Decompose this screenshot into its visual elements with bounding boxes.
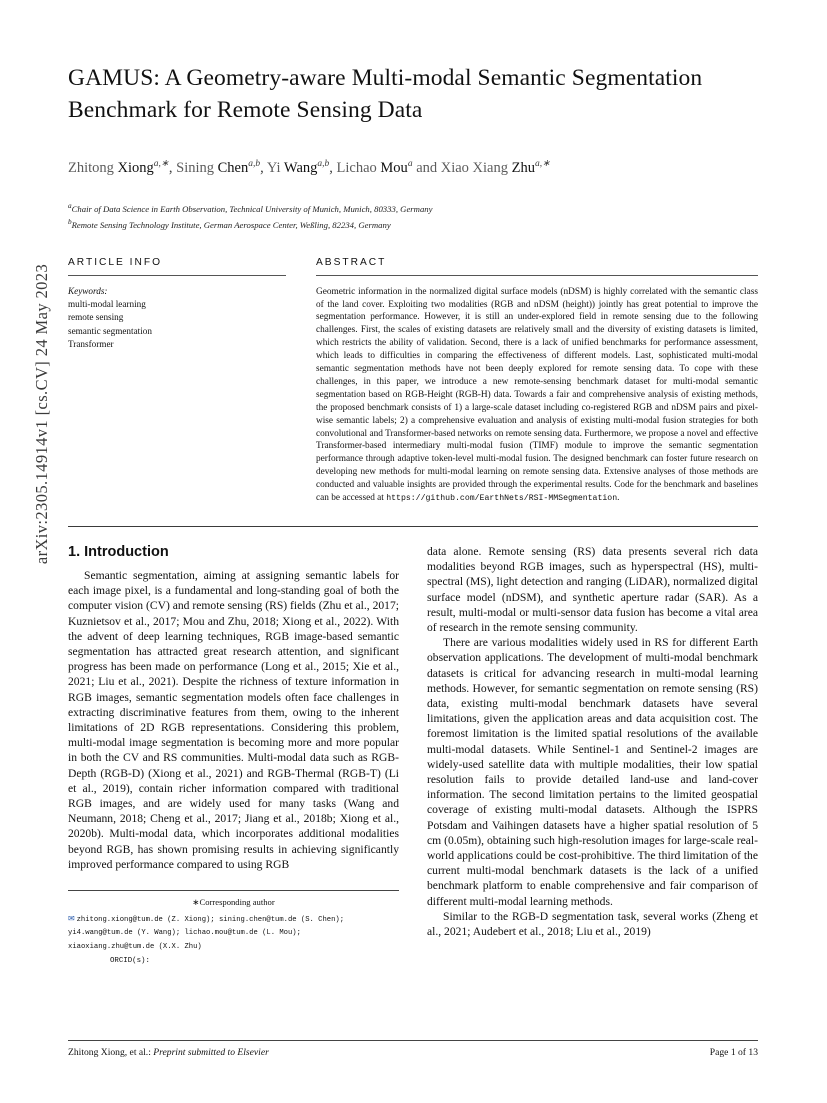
footnote-block (68, 890, 399, 965)
left-column (68, 544, 399, 965)
section-heading (68, 544, 399, 560)
abstract-text (316, 286, 758, 506)
author-4-last: Mou (380, 159, 408, 176)
arxiv-stamp: arXiv:2305.14914v1 [cs.CV] 24 May 2023 (32, 263, 51, 565)
author-5-first: Xiao Xiang (440, 159, 508, 176)
repository-link[interactable]: https://github.com/EarthNets/RSI-MMSegmentation (386, 494, 618, 504)
article-info-column (68, 257, 286, 506)
email-block (68, 913, 399, 953)
abstract-divider (316, 275, 758, 276)
affiliation-a-text: Chair of Data Science in Earth Observation, Technical University of Munich, Munich, 80333, Germany (71, 203, 433, 214)
abstract-column (316, 257, 758, 506)
abstract-period: . (617, 493, 620, 504)
footer-preprint-note: Preprint submitted to Elsevier (153, 1047, 269, 1058)
author-1-last: Xiong (117, 159, 154, 176)
affiliation-b-text: Remote Sensing Technology Institute, German Aerospace Center, Weßling, 82234, Germany (71, 220, 391, 231)
article-info-heading: ARTICLE INFO (68, 256, 163, 268)
author-3-last: Wang (283, 159, 318, 176)
author-1-sup: a,∗ (153, 159, 169, 169)
footer-left (68, 1047, 269, 1058)
abstract-heading: ABSTRACT (316, 256, 387, 268)
page-title: GAMUS: A Geometry-aware Multi-modal Semantic Segmentation Benchmark for Remote Sensing Data (68, 65, 703, 123)
author-sep-1: , (168, 159, 173, 176)
corresponding-author-note: ∗Corresponding author (192, 897, 275, 908)
paper-content (68, 0, 758, 1103)
author-4-first: Lichao (336, 159, 377, 176)
affiliation-list (68, 200, 758, 233)
keyword-item: multi-modal learning (68, 298, 146, 309)
author-3-sup: a,b (317, 159, 330, 169)
author-sep-2: , (260, 159, 264, 176)
author-conjunction: and (416, 159, 438, 176)
author-sep-3: , (329, 159, 333, 176)
keywords-label: Keywords: (68, 285, 108, 296)
email-line-1[interactable]: zhitong.xiong@tum.de (Z. Xiong); sining.chen@tum.de (S. Chen); (76, 916, 345, 925)
keyword-item: semantic segmentation (68, 325, 152, 336)
page-footer (68, 1040, 758, 1058)
paragraph: Similar to the RGB-D segmentation task, several works (Zheng et al., 2021; Audebert et al., 2018; Liu et al., 2019) (427, 909, 758, 939)
body-divider (68, 526, 758, 527)
paragraph: There are various modalities widely used in RS for different Earth observation applications. The development of multi-modal benchmark datasets is critical for advancing research in multi-modal learning methods. However, for semantic segmentation on remote sensing (RS) data, existing multi-modal benchmark datasets have several limitations, given the application areas and data acquisition cost. The foremost limitation is the limited spatial resolutions of the available multi-modal datasets. While Sentinel-1 and Sentinel-2 images are widely-used satellite data with multiple modalities, their low spatial resolution fails to provide detailed land-use and land-cover information. The second limitation pertains to the limited geospatial coverage of existing multi-modal datasets. Although the ISPRS Potsdam and Vaihingen datasets have a higher spatial resolution of 5 cm (0.05m), obtaining such high-resolution images for large-scale real-world applications could be cost-prohibitive. The third limitation of the current multi-modal benchmark datasets is the lack of a unified benchmark platform to enable comprehensive and fair comparison of different multi-modal learning methods. (427, 636, 758, 908)
orcid-label: ORCID(s): (110, 957, 150, 966)
article-info-divider (68, 275, 286, 276)
email-line-2[interactable]: yi4.wang@tum.de (Y. Wang); lichao.mou@tum.de (L. Mou); (68, 929, 301, 938)
affiliation-b (68, 216, 758, 232)
keywords-list (68, 298, 286, 352)
section-number: 1. (68, 544, 81, 561)
author-list (68, 154, 758, 178)
abstract-body: Geometric information in the normalized digital surface models (nDSM) is highly correlated with the semantic class of the land cover. Exploiting two modalities (RGB and nDSM (height)) jointly has great potential to improve the segmentation performance. However, it is still an under-explored field in remote sensing due to the following challenges. First, the scales of existing datasets are relatively small and the diversity of existing datasets is limited, which restricts the ability of validation. Second, there is a lack of unified benchmarks for performance assessment, which leads to difficulties in comparing the effectiveness of different models. Last, sophisticated multi-modal semantic segmentation methods have not been deeply explored for remote sensing data. To cope with these challenges, in this paper, we introduce a new remote-sensing benchmark dataset for multi-modal semantic segmentation based on RGB-Height (RGB-H) data. Towards a fair and comprehensive analysis of existing methods, the proposed benchmark consists of 1) a large-scale dataset including co-registered RGB and nDSM pairs and pixel-wise semantic labels; 2) a comprehensive evaluation and analysis of existing multi-modal fusion strategies for both convolutional and Transformer-based networks on remote sensing data. Furthermore, we propose a novel and effective Transformer-based intermediary multi-modal fusion (TIMF) module to improve the semantic segmentation performance through adaptive token-level multi-modal fusion. The designed benchmark can foster future research on developing new methods for multi-modal learning on remote sensing data. Extensive analyses of those methods are conducted and valuable insights are provided through the experimental results. Code for the benchmark and baselines can be accessed at (316, 286, 758, 504)
author-3-first: Yi (266, 159, 281, 176)
author-2-sup: a,b (248, 159, 261, 169)
author-5-sup: a,∗ (534, 159, 551, 169)
author-4-sup: a (407, 159, 413, 169)
footer-author: Zhitong Xiong, et al.: (68, 1047, 151, 1058)
author-5-last: Zhu (511, 159, 535, 176)
affiliation-a (68, 200, 758, 216)
keyword-item: Transformer (68, 339, 114, 350)
right-column (427, 544, 758, 965)
info-abstract-row (68, 257, 758, 506)
affiliation-b-marker: b (68, 218, 72, 227)
paragraph: Semantic segmentation, aiming at assigning semantic labels for each image pixel, is a fundamental and long-standing goal of both the computer vision (CV) and remote sensing (RS) fields (Zhu et al., 2017; Kuznietsov et al., 2017; Mou and Zhu, 2018; Xiong et al., 2022). With the advent of deep learning techniques, RGB image-based semantic segmentation has attracted great research attention, and significant progress has been made on performance (Long et al., 2015; Xie et al., 2021; Liu et al., 2021). Despite the richness of texture information in RGB images, semantic segmentation models often face challenges in extracting discriminative features from them, owing to the inherent limitations of 2D RGB representations. Considering this problem, multi-modal image segmentation is becoming more and more popular in both the CV and RS communities. Multi-modal data such as RGB-Depth (RGB-D) (Xiong et al., 2021) and RGB-Thermal (RGB-T) (Li et al., 2019), contain richer information compared with traditional RGB images, and are widely used for many tasks (Wang and Neumann, 2018; Cheng et al., 2017; Jiang et al., 2018b; Xiong et al., 2020b). Multi-modal data, which incorporates additional modalities beyond RGB, has shown promising results in achieving significantly improved performance compared to using RGB (68, 569, 399, 871)
keyword-item: remote sensing (68, 312, 124, 323)
affiliation-a-marker: a (68, 201, 72, 210)
envelope-icon: ✉ (68, 914, 75, 924)
paragraph: data alone. Remote sensing (RS) data presents several rich data modalities beyond RGB images, such as hyperspectral (HS), multi-spectral (MS), light detection and ranging (LiDAR), normalized digital surface model (nDSM), and synthetic aperture radar (SAR). As a result, multi-modal or multi-sensor data fusion has become a vital area of research in the remote sensing community. (427, 545, 758, 635)
author-2-first: Sining (176, 159, 215, 176)
email-line-3[interactable]: xiaoxiang.zhu@tum.de (X.X. Zhu) (68, 942, 202, 951)
footer-page-number: Page 1 of 13 (709, 1047, 758, 1058)
author-1-first: Zhitong (68, 159, 114, 176)
section-title: Introduction (84, 544, 169, 561)
author-2-last: Chen (217, 159, 249, 176)
body-columns (68, 544, 758, 965)
